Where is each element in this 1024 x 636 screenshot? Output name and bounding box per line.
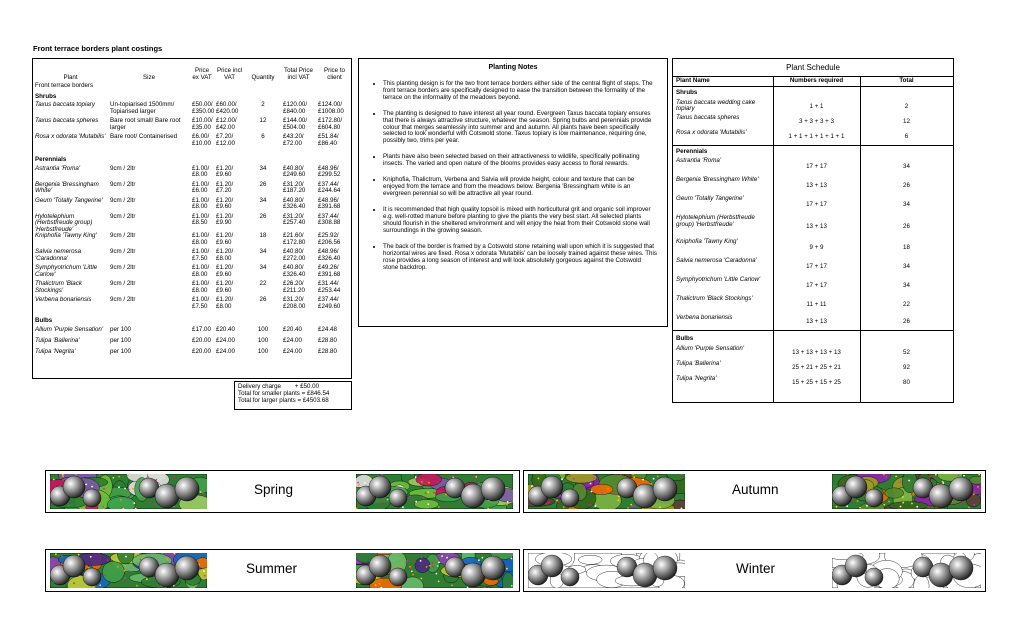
section-bulbs: Bulbs xyxy=(35,317,53,324)
schedule-numbers: 3 + 3 + 3 + 3 xyxy=(799,117,834,125)
schedule-section-perennials: Perennials xyxy=(673,145,953,158)
schedule-plant: Rosa x odorata 'Mutabilis' xyxy=(676,128,747,136)
schedule-total: 34 xyxy=(903,263,910,271)
totals-line xyxy=(238,390,348,397)
quantity: 26 xyxy=(259,296,267,303)
size: Bare root/ Containerised xyxy=(110,133,178,140)
total: £144.00/ £504.00 xyxy=(283,117,308,131)
client-price: £48.96/ £391.68 xyxy=(318,196,341,210)
winter-right-plan xyxy=(832,553,981,588)
schedule-title: Plant Schedule xyxy=(673,59,953,77)
client-price: £124.00/ £1008.00 xyxy=(318,101,344,115)
total: £40.80/ £272.00 xyxy=(283,248,306,262)
price-ex: £1.00/ £8.50 xyxy=(192,212,210,226)
schedule-total: 26 xyxy=(903,318,910,326)
totals-value: = £4503.68 xyxy=(297,397,329,405)
plant-name: Astrantia 'Roma' xyxy=(35,164,81,172)
price-ex: £10.00/ £35.00 xyxy=(192,117,213,131)
schedule-row xyxy=(673,296,953,315)
totals-box xyxy=(234,381,352,410)
schedule-row xyxy=(673,130,953,146)
spring-right-plan xyxy=(356,474,513,509)
schedule-plant: Geum 'Totally Tangerine' xyxy=(676,195,744,202)
quantity: 34 xyxy=(259,164,267,172)
column-divider xyxy=(773,76,774,402)
plant-name: Taxus baccata topiary xyxy=(35,101,95,108)
schedule-total: 92 xyxy=(903,363,910,371)
totals-line xyxy=(238,397,348,404)
totals-value: + £50.00 xyxy=(294,383,320,390)
quantity: 100 xyxy=(257,325,269,333)
table-row xyxy=(33,182,353,198)
header-size: Size xyxy=(142,73,156,81)
quantity: 12 xyxy=(259,117,267,124)
table-row xyxy=(33,249,353,265)
price-inc: £24.00 xyxy=(216,347,235,355)
plant-name: Bergenia 'Bressingham White' xyxy=(35,180,99,194)
table-row xyxy=(33,118,353,134)
client-price: £31.44/ £253.44 xyxy=(318,280,341,294)
price-ex: £1.00/ £6.00 xyxy=(192,180,210,194)
note-item: • This planting design is for the two front terrace borders either side of the central flight of steps. The front terrace borders are specifically designed to ease the transition between the formality of the terrace on the informality of the meadows beyond. xyxy=(383,81,657,102)
season-strip-spring xyxy=(45,470,520,513)
client-price: £172.80/ £604.80 xyxy=(318,117,343,131)
season-strip-autumn xyxy=(523,470,986,513)
schedule-section-bulbs: Bulbs xyxy=(673,331,953,346)
schedule-numbers: 13 + 13 xyxy=(806,318,827,326)
schedule-row xyxy=(673,315,953,331)
client-price: £37.44/ £249.60 xyxy=(318,296,341,310)
total: £31.20/ £257.40 xyxy=(283,212,306,226)
schedule-numbers: 1 + 1 + 1 + 1 + 1 + 1 xyxy=(788,132,845,140)
price-inc: £60.00/ £420.00 xyxy=(216,101,239,115)
schedule-total: 34 xyxy=(903,201,910,209)
schedule-plant: Taxus baccata spheres xyxy=(676,113,740,121)
page-title: Front terrace borders plant costings xyxy=(33,44,163,53)
header-price-inc: Price incl VAT xyxy=(216,67,243,81)
schedule-total: 12 xyxy=(903,117,910,125)
plant-name: Geum 'Totally Tangerine' xyxy=(35,196,103,204)
schedule-numbers: 17 + 17 xyxy=(806,163,827,171)
price-inc: £1.20/ £8.00 xyxy=(216,248,234,262)
size: per 100 xyxy=(110,336,131,344)
autumn-right-plan xyxy=(832,474,981,509)
totals-label: Total for smaller plants xyxy=(238,390,300,398)
schedule-row xyxy=(673,346,953,361)
schedule-numbers: 25 + 21 + 25 + 21 xyxy=(792,363,841,371)
price-inc: £1.20/ £7.20 xyxy=(216,180,234,194)
plant-name: Verbena bonariensis xyxy=(35,296,92,303)
total: £21.60/ £172.80 xyxy=(283,232,306,246)
size: 9cm / 2ltr xyxy=(110,296,136,303)
price-inc: £24.00 xyxy=(216,336,235,344)
table-row xyxy=(33,265,353,281)
area-label: Front terrace borders xyxy=(35,82,94,89)
costings-table xyxy=(32,58,352,379)
totals-line xyxy=(238,383,348,390)
table-row xyxy=(33,349,353,360)
size: Bare root small/ Bare root larger xyxy=(110,117,181,131)
schedule-row xyxy=(673,239,953,258)
plant-name: Allium 'Purple Sensation' xyxy=(35,325,104,333)
size: per 100 xyxy=(110,325,131,333)
schedule-plant: Taxus baccata wedding cake topiary xyxy=(676,98,756,112)
schedule-total: 26 xyxy=(903,182,910,190)
total: £26.20/ £211.20 xyxy=(283,280,305,294)
schedule-total: 52 xyxy=(903,348,910,356)
size: 9cm / 2ltr xyxy=(110,164,136,172)
schedule-numbers: 1 + 1 xyxy=(809,102,824,110)
schedule-numbers: 13 + 13 xyxy=(806,222,827,230)
table-row xyxy=(33,297,353,313)
price-ex: £20.00 xyxy=(192,336,211,344)
schedule-numbers: 11 + 11 xyxy=(806,301,827,309)
schedule-numbers: 9 + 9 xyxy=(809,244,824,252)
total: £31.20/ £187.20 xyxy=(283,180,306,194)
totals-label: Delivery charge xyxy=(238,383,281,390)
plant-schedule xyxy=(672,58,954,403)
totals-label: Total for larger plants xyxy=(238,397,296,405)
planting-notes xyxy=(358,58,668,327)
size: per 100 xyxy=(110,347,131,355)
schedule-header-total: Total xyxy=(860,77,953,87)
size: 9cm / 2ltr xyxy=(110,196,136,204)
plant-name: Tulipa 'Negrita' xyxy=(35,347,76,355)
quantity: 34 xyxy=(259,196,267,204)
price-inc: £1.20/ £9.60 xyxy=(216,280,234,294)
table-row xyxy=(33,233,353,249)
size: 9cm / 2ltr xyxy=(110,212,136,220)
price-ex: £1.00/ £8.00 xyxy=(192,264,210,278)
schedule-plant: Allium 'Purple Sensation' xyxy=(676,344,745,352)
price-inc: £1.20/ £9.60 xyxy=(216,264,234,278)
schedule-plant: Kniphofia 'Tawny King' xyxy=(676,238,738,245)
schedule-total: 26 xyxy=(903,222,910,230)
column-divider xyxy=(860,76,861,402)
header-price-ex: Price ex VAT xyxy=(192,67,212,81)
schedule-plant: Hylotelephium (Herbstfreude group) 'Herbstfreude' xyxy=(676,214,755,228)
quantity: 100 xyxy=(257,336,269,344)
schedule-row xyxy=(673,196,953,215)
note-item: • The back of the border is framed by a Cotswold stone retaining wall upon which it is suggested that horizontal wires are fixed. Rosa x odorata 'Mutabilis' can be loosely trained against these wires. This rose provides a long season of interest and will look absolutely gorgeous against the Cotswold stone backdrop. xyxy=(383,244,657,272)
schedule-plant: Thalictrum 'Black Stockings' xyxy=(676,295,753,302)
size: 9cm / 2ltr xyxy=(110,248,136,255)
table-row xyxy=(33,327,353,338)
size: 9cm / 2ltr xyxy=(110,232,136,239)
schedule-row xyxy=(673,361,953,376)
winter-left-plan xyxy=(528,553,685,588)
schedule-row xyxy=(673,158,953,177)
season-label-autumn: Autumn xyxy=(732,482,779,497)
quantity: 6 xyxy=(261,133,265,140)
client-price: £28.80 xyxy=(318,347,337,355)
schedule-numbers: 15 + 25 + 15 + 25 xyxy=(792,378,841,386)
price-ex: £1.00/ £7.50 xyxy=(192,296,210,310)
size: 9cm / 2ltr xyxy=(110,264,136,271)
schedule-plant: Astrantia 'Roma' xyxy=(676,157,722,164)
plant-name: Thalictrum 'Black Stockings' xyxy=(35,280,82,294)
schedule-numbers: 13 + 13 xyxy=(806,182,827,190)
size: 9cm / 2ltr xyxy=(110,280,136,287)
total: £24.00 xyxy=(283,336,302,344)
client-price: £49.26/ £391.68 xyxy=(318,264,341,278)
schedule-numbers: 17 + 17 xyxy=(806,282,827,290)
section-shrubs: Shrubs xyxy=(35,92,57,100)
client-price: £24.48 xyxy=(318,325,337,333)
schedule-numbers: 17 + 17 xyxy=(806,263,827,271)
season-strip-winter xyxy=(523,549,986,592)
total: £120.00/ £840.00 xyxy=(283,101,308,115)
table-row xyxy=(33,134,353,150)
autumn-left-plan xyxy=(528,474,685,509)
price-ex: £6.00/ £10.00 xyxy=(192,133,211,147)
season-label-summer: Summer xyxy=(246,561,298,576)
schedule-total: 34 xyxy=(903,163,910,171)
schedule-header-name: Plant Name xyxy=(673,77,773,87)
client-price: £25.92/ £206.56 xyxy=(318,232,341,246)
schedule-plant: Symphyotrichum 'Little Carlow' xyxy=(676,276,761,283)
quantity: 22 xyxy=(259,280,267,287)
season-label-spring: Spring xyxy=(254,482,294,497)
section-perennials: Perennials xyxy=(35,156,67,163)
note-item: • The planting is designed to have interest all year round. Evergreen Taxus baccata topiary ensures that there is always attractive structure, whatever the season. Spring bulbs and perennials provide colour that merges seamlessly into summer and and autumn. All plants have been specifically selected to look wonderful with Cotswold stone. Taxus topiary is low maintenance, requiring one, possibly two, trims per year. xyxy=(383,111,657,146)
price-inc: £7.20/ £12.00 xyxy=(216,133,235,147)
season-label-winter: Winter xyxy=(736,561,776,576)
price-ex: £1.00/ £8.00 xyxy=(192,232,210,246)
client-price: £48.96/ £299.52 xyxy=(318,164,341,178)
plant-name: Rosa x odorata 'Mutabilis' xyxy=(35,133,106,140)
total: £31.20/ £208.00 xyxy=(283,296,306,310)
price-ex: £1.00/ £8.00 xyxy=(192,280,210,294)
table-row xyxy=(33,102,353,118)
quantity: 34 xyxy=(259,264,267,271)
note-item: • It is recommended that high quality topsoil is mixed with horticultural grit and organic soil improver e.g. well-rotted manure before planting to give the plants the very best start. All selected plants should flourish in the sheltered environment and will enjoy the heat from their Cotswold stone wall surroundings in the growing season. xyxy=(383,207,657,235)
schedule-row xyxy=(673,115,953,130)
spring-left-plan xyxy=(50,474,207,509)
price-ex: £1.00/ £8.00 xyxy=(192,164,210,178)
schedule-numbers: 17 + 17 xyxy=(806,201,827,209)
total: £43.20/ £72.00 xyxy=(283,133,304,147)
schedule-total: 80 xyxy=(903,378,910,386)
table-row xyxy=(33,338,353,349)
totals-value: = £846.54 xyxy=(301,390,330,398)
schedule-row xyxy=(673,100,953,115)
schedule-row xyxy=(673,177,953,196)
schedule-plant: Verbena bonariensis xyxy=(676,314,733,321)
plant-name: Salvia nemerosa 'Caradonna' xyxy=(35,248,82,262)
client-price: £48.96/ £326.40 xyxy=(318,248,341,262)
header-quantity: Quantity xyxy=(251,73,275,81)
total: £40.80/ £326.40 xyxy=(283,264,306,278)
client-price: £28.80 xyxy=(318,336,337,344)
schedule-total: 2 xyxy=(904,102,909,110)
schedule-plant: Bergenia 'Bressingham White' xyxy=(676,176,759,183)
total: £40.80/ £249.60 xyxy=(283,164,306,178)
total: £24.00 xyxy=(283,347,302,355)
table-row xyxy=(33,166,353,182)
table-row xyxy=(33,214,353,234)
quantity: 2 xyxy=(261,101,265,108)
plant-name: Kniphofia 'Tawny King' xyxy=(35,232,97,239)
quantity: 26 xyxy=(259,212,267,220)
price-ex: £50.00/ £350.00 xyxy=(192,101,215,115)
schedule-total: 18 xyxy=(903,244,910,252)
quantity: 18 xyxy=(259,232,267,239)
header-client: Price to client xyxy=(324,67,345,81)
size: Un-topiarised 1500mm/ Topiarised larger xyxy=(110,101,175,115)
price-inc: £1.20/ £8.00 xyxy=(216,296,234,310)
season-strip-summer xyxy=(45,549,520,592)
schedule-total: 6 xyxy=(904,132,909,140)
size: 9cm / 2ltr xyxy=(110,180,136,188)
client-price: £37.44/ £244.64 xyxy=(318,180,341,194)
schedule-total: 34 xyxy=(903,282,910,290)
header-total: Total Price incl VAT xyxy=(284,67,313,81)
schedule-row xyxy=(673,215,953,239)
quantity: 26 xyxy=(259,180,267,188)
schedule-row xyxy=(673,277,953,296)
plant-name: Taxus baccata spheres xyxy=(35,117,99,124)
price-inc: £1.20/ £9.60 xyxy=(216,164,234,178)
summer-right-plan xyxy=(356,553,513,588)
summer-left-plan xyxy=(50,553,207,588)
schedule-plant: Salvia nemerosa 'Caradonna' xyxy=(676,257,757,264)
table-row xyxy=(33,198,353,214)
price-ex: £17.00 xyxy=(192,325,211,333)
note-item: • Plants have also been selected based on their attractiveness to wildlife, specifically pollinating insects. The varied and open nature of the blooms provides easy access to floral rewards. xyxy=(383,154,657,168)
table-row xyxy=(33,281,353,297)
notes-title: Planting Notes xyxy=(488,64,538,71)
price-inc: £20.40 xyxy=(216,325,235,333)
note-item: • Kniphofia, Thalictrum, Verbena and Salvia will provide height, colour and texture that can be enjoyed from the terrace and from the meadows below. Bergenia 'Bressingham white is an evergreen perennial so will be attractive all year round. xyxy=(383,177,657,198)
total: £40.80/ £326.40 xyxy=(283,196,306,210)
price-inc: £1.20/ £9.60 xyxy=(216,196,234,210)
schedule-section-shrubs: Shrubs xyxy=(676,89,698,96)
price-ex: £20.00 xyxy=(192,347,211,355)
quantity: 100 xyxy=(257,347,269,355)
schedule-header-numbers: Numbers required xyxy=(773,77,860,87)
plant-name: Tulipa 'Ballerina' xyxy=(35,336,80,344)
schedule-numbers: 13 + 13 + 13 + 13 xyxy=(792,348,841,356)
client-price: £51.84/ £86.40 xyxy=(318,133,339,147)
schedule-row xyxy=(673,376,953,391)
header-plant: Plant xyxy=(63,73,78,81)
price-inc: £1.20/ £9.90 xyxy=(216,212,234,226)
schedule-plant: Tulipa 'Ballerina' xyxy=(676,359,721,367)
client-price: £37.44/ £308.88 xyxy=(318,212,341,226)
total: £20.40 xyxy=(283,325,302,333)
price-inc: £1.20/ £9.60 xyxy=(216,232,234,246)
price-inc: £12.00/ £42.00 xyxy=(216,117,237,131)
price-ex: £1.00/ £7.50 xyxy=(192,248,210,262)
plant-name: Symphyotrichum 'Little Carlow' xyxy=(35,264,98,278)
schedule-plant: Tulipa 'Negrita' xyxy=(676,374,717,382)
plant-name: Hylotelephium (Herbstfreude group) 'Herbstfreude' xyxy=(35,212,93,233)
quantity: 34 xyxy=(259,248,267,255)
schedule-row xyxy=(673,258,953,277)
price-ex: £1.00/ £8.00 xyxy=(192,196,210,210)
schedule-total: 22 xyxy=(903,301,910,309)
